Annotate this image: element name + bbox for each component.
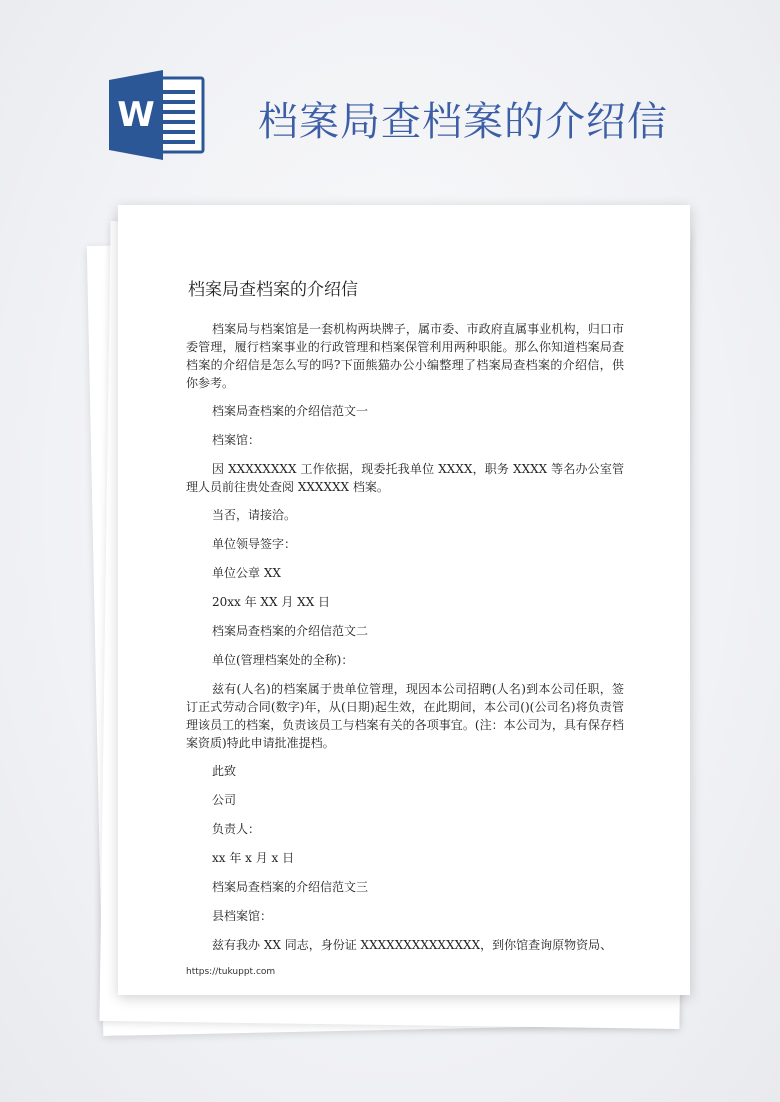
paragraph: 档案局查档案的介绍信范文三: [212, 880, 369, 894]
document-page: [118, 205, 690, 995]
word-document-icon: [107, 70, 207, 160]
logo-letter: W: [117, 95, 155, 135]
document-title: 档案局查档案的介绍信: [188, 280, 358, 300]
paragraph: 当否，请接洽。: [212, 508, 297, 522]
paragraph: xx 年 x 月 x 日: [212, 851, 295, 865]
paragraph: 单位(管理档案处的全称)：: [212, 653, 354, 667]
paragraph: 档案局与档案馆是一套机构两块牌子，属市委、市政府直属事业机构，归口市委管理，履行档案事业的行政管理和档案保管利用两种职能。那么你知道档案局查档案的介绍信是怎么写的吗?下面熊猫办公小编整理了档案局查档案的介绍信，供你参考。: [186, 322, 624, 390]
paragraph: 档案局查档案的介绍信范文二: [212, 624, 369, 638]
footer-url: https://tukuppt.com: [186, 967, 276, 977]
banner-title: 档案局查档案的介绍信: [258, 99, 668, 145]
paragraph: 单位领导签字：: [212, 537, 297, 551]
paragraph: 档案馆：: [212, 433, 261, 447]
paragraph: 20xx 年 XX 月 XX 日: [212, 595, 331, 609]
paragraph: 因 XXXXXXXX 工作依据，现委托我单位 XXXX，职务 XXXX 等名办公室管理人员前往贵处查阅 XXXXXX 档案。: [186, 462, 624, 494]
paragraph: 档案局查档案的介绍信范文一: [212, 404, 369, 418]
document-body: [186, 320, 624, 965]
paragraph: 此致: [212, 764, 237, 778]
paragraph: 公司: [212, 793, 237, 807]
paragraph: 县档案馆：: [212, 909, 273, 923]
paragraph: 负责人：: [212, 822, 261, 836]
paragraph: 单位公章 XX: [212, 566, 281, 580]
paragraph: 兹有我办 XX 同志，身份证 XXXXXXXXXXXXXX，到你馆查询原物资局、: [212, 938, 613, 952]
header: [0, 0, 780, 190]
paragraph: 兹有(人名)的档案属于贵单位管理，现因本公司招聘(人名)到本公司任职，签订正式劳动合同(数字)年，从(日期)起生效，在此期间，本公司()(公司名)将负责管理该员工的档案，负责该员工与档案有关的各项事宜。(注：本公司为，具有保存档案资质)特此申请批准提档。: [186, 682, 624, 750]
